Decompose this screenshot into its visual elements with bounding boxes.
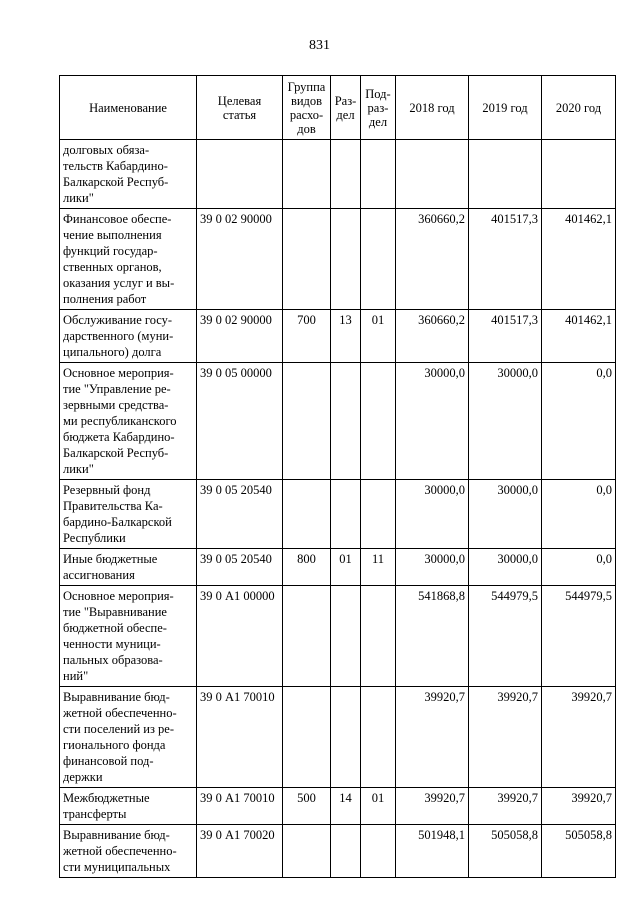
row-group xyxy=(283,480,331,549)
row-2018: 501948,1 xyxy=(396,825,469,878)
row-2019: 544979,5 xyxy=(469,586,542,687)
header-2018: 2018 год xyxy=(396,76,469,140)
row-subsection xyxy=(361,140,396,209)
row-2020: 544979,5 xyxy=(542,586,616,687)
row-code: 39 0 05 20540 xyxy=(197,480,283,549)
row-name: Основное мероприя- тие "Управление ре- зервными средства- ми республиканского бюджета Кабардино- Балкарской Респуб- лики" xyxy=(60,363,197,480)
row-subsection xyxy=(361,209,396,310)
row-section xyxy=(331,687,361,788)
table-row xyxy=(60,363,616,480)
row-section xyxy=(331,825,361,878)
row-2019: 505058,8 xyxy=(469,825,542,878)
row-2019: 39920,7 xyxy=(469,788,542,825)
row-code: 39 0 02 90000 xyxy=(197,209,283,310)
row-section: 13 xyxy=(331,310,361,363)
row-2019: 401517,3 xyxy=(469,310,542,363)
row-code: 39 0 А1 70010 xyxy=(197,788,283,825)
row-2019 xyxy=(469,140,542,209)
row-2019: 39920,7 xyxy=(469,687,542,788)
table-row xyxy=(60,140,616,209)
row-name: Выравнивание бюд- жетной обеспеченно- сти муниципальных xyxy=(60,825,197,878)
row-group xyxy=(283,687,331,788)
row-section: 01 xyxy=(331,549,361,586)
row-2018: 39920,7 xyxy=(396,687,469,788)
table-row xyxy=(60,825,616,878)
row-2018: 541868,8 xyxy=(396,586,469,687)
table-row xyxy=(60,480,616,549)
row-section xyxy=(331,586,361,687)
row-2020: 39920,7 xyxy=(542,687,616,788)
budget-table xyxy=(59,75,616,878)
row-group xyxy=(283,586,331,687)
row-code: 39 0 05 00000 xyxy=(197,363,283,480)
row-2020: 401462,1 xyxy=(542,209,616,310)
row-2018: 39920,7 xyxy=(396,788,469,825)
header-target: Целевая статья xyxy=(197,76,283,140)
table-row xyxy=(60,788,616,825)
row-group xyxy=(283,363,331,480)
row-code: 39 0 А1 70020 xyxy=(197,825,283,878)
row-name: Обслуживание госу- дарственного (муни- ципального) долга xyxy=(60,310,197,363)
row-code xyxy=(197,140,283,209)
row-name: долговых обяза- тельств Кабардино- Балкарской Респуб- лики" xyxy=(60,140,197,209)
header-group: Группа видов расхо- дов xyxy=(283,76,331,140)
row-section xyxy=(331,363,361,480)
row-code: 39 0 05 20540 xyxy=(197,549,283,586)
row-subsection xyxy=(361,825,396,878)
row-subsection xyxy=(361,363,396,480)
row-subsection: 01 xyxy=(361,310,396,363)
row-section xyxy=(331,480,361,549)
row-group xyxy=(283,140,331,209)
row-2020: 0,0 xyxy=(542,549,616,586)
row-2018 xyxy=(396,140,469,209)
row-code: 39 0 А1 70010 xyxy=(197,687,283,788)
row-2020 xyxy=(542,140,616,209)
header-2019: 2019 год xyxy=(469,76,542,140)
row-group: 700 xyxy=(283,310,331,363)
row-2020: 505058,8 xyxy=(542,825,616,878)
row-2019: 30000,0 xyxy=(469,549,542,586)
table-row xyxy=(60,549,616,586)
header-section: Раз- дел xyxy=(331,76,361,140)
row-2018: 30000,0 xyxy=(396,363,469,480)
row-2020: 39920,7 xyxy=(542,788,616,825)
row-group: 800 xyxy=(283,549,331,586)
row-2020: 0,0 xyxy=(542,363,616,480)
table-row xyxy=(60,209,616,310)
header-subsection: Под- раз- дел xyxy=(361,76,396,140)
row-name: Резервный фонд Правительства Ка- бардино-Балкарской Республики xyxy=(60,480,197,549)
row-name: Выравнивание бюд- жетной обеспеченно- сти поселений из ре- гионального фонда финансовой под- держки xyxy=(60,687,197,788)
header-name: Наименование xyxy=(60,76,197,140)
row-2019: 401517,3 xyxy=(469,209,542,310)
row-section xyxy=(331,209,361,310)
row-subsection xyxy=(361,687,396,788)
row-name: Основное мероприя- тие "Выравнивание бюджетной обеспе- ченности муници- пальных образова- ний" xyxy=(60,586,197,687)
row-group: 500 xyxy=(283,788,331,825)
row-name: Иные бюджетные ассигнования xyxy=(60,549,197,586)
table-row xyxy=(60,310,616,363)
row-2020: 0,0 xyxy=(542,480,616,549)
row-2020: 401462,1 xyxy=(542,310,616,363)
row-name: Межбюджетные трансферты xyxy=(60,788,197,825)
row-group xyxy=(283,209,331,310)
table-row xyxy=(60,687,616,788)
row-2018: 30000,0 xyxy=(396,549,469,586)
row-section xyxy=(331,140,361,209)
row-2019: 30000,0 xyxy=(469,363,542,480)
row-2018: 30000,0 xyxy=(396,480,469,549)
row-subsection: 01 xyxy=(361,788,396,825)
row-subsection xyxy=(361,480,396,549)
row-group xyxy=(283,825,331,878)
row-2018: 360660,2 xyxy=(396,310,469,363)
row-code: 39 0 02 90000 xyxy=(197,310,283,363)
table-row xyxy=(60,586,616,687)
page-number: 831 xyxy=(309,38,330,53)
row-code: 39 0 А1 00000 xyxy=(197,586,283,687)
row-2018: 360660,2 xyxy=(396,209,469,310)
row-subsection xyxy=(361,586,396,687)
row-name: Финансовое обеспе- чение выполнения функций государ- ственных органов, оказания услуг и вы- полнения работ xyxy=(60,209,197,310)
header-2020: 2020 год xyxy=(542,76,616,140)
row-section: 14 xyxy=(331,788,361,825)
row-subsection: 11 xyxy=(361,549,396,586)
header-row xyxy=(60,76,616,140)
row-2019: 30000,0 xyxy=(469,480,542,549)
